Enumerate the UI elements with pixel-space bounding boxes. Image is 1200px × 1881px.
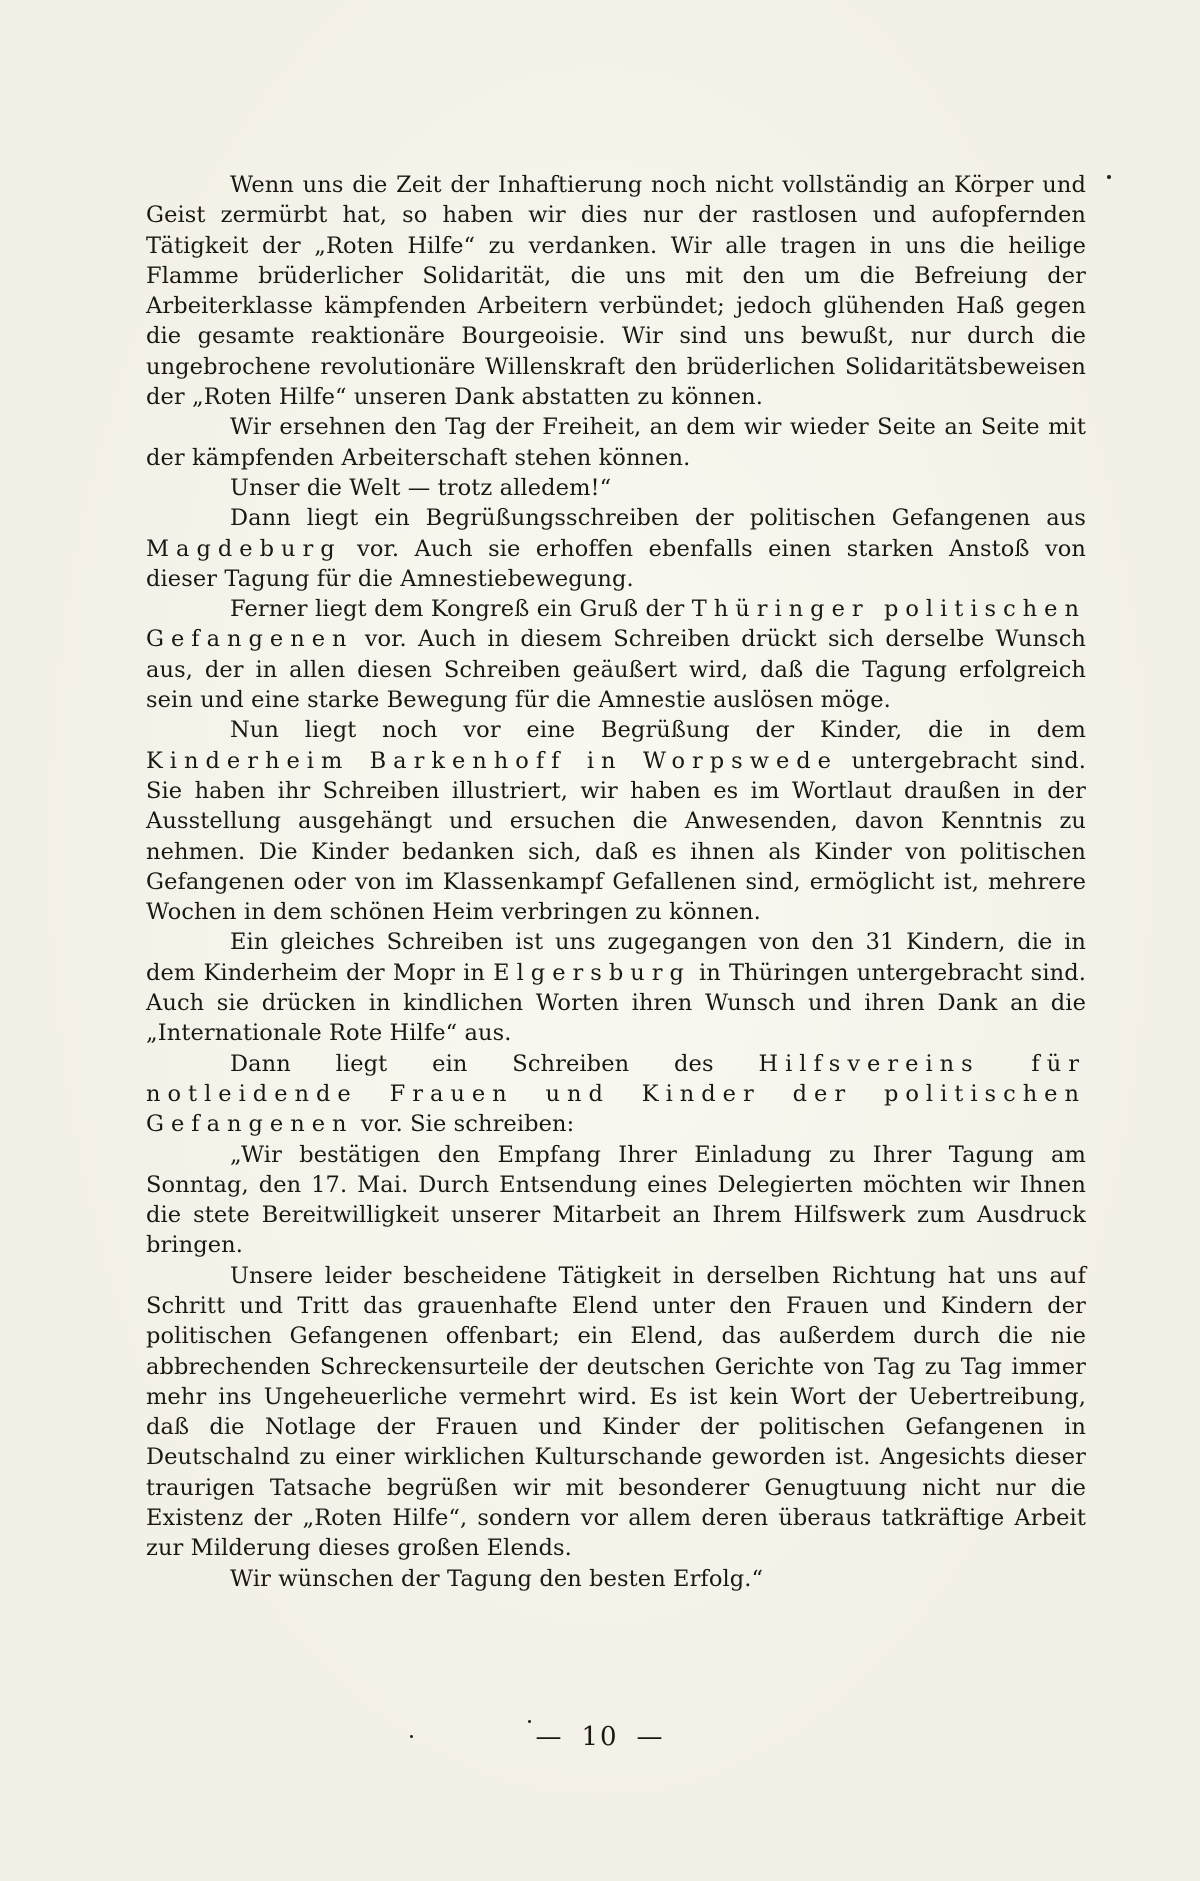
- dash-decoration: —: [535, 1722, 564, 1752]
- text-run: vor. Auch sie erhoffen ebenfalls einen starken Anstoß von dieser Tagung für die Amnestiebewegung.: [146, 535, 1086, 592]
- body-text: [146, 170, 1086, 1594]
- dash-decoration: —: [636, 1722, 665, 1752]
- spaced-emphasis: Magdeburg: [146, 535, 342, 562]
- text-run: Ein gleiches Schreiben ist uns zugegangen von den 31 Kindern, die in dem Kinderheim der Mopr in: [146, 929, 1086, 986]
- print-speck: [1107, 175, 1111, 179]
- spaced-emphasis: Hilfsvereins für notleidende Frauen und Kinder der politischen Gefangenen: [146, 1050, 1086, 1138]
- paragraph-thueringen: [146, 594, 1086, 715]
- letter-paragraph: Unsere leider bescheidene Tätigkeit in derselben Richtung hat uns auf Schritt und Tritt das grauenhafte Elend unter den Frauen und Kindern der politischen Gefangenen offenbart; ein Elend, das außerdem durch die nie abbrechenden Schreckensurteile der deutschen Gerichte von Tag zu Tag immer mehr ins Ungeheuerliche vermehrt wird. Es ist kein Wort der Uebertreibung, daß die Notlage der Frauen und Kinder der politischen Gefangenen in Deutschalnd zu einer wirklichen Kulturschande geworden ist. Angesichts dieser traurigen Tatsache begrüßen wir mit besonderer Genugtuung nicht nur die Existenz der „Roten Hilfe“, sondern vor allem deren überaus tatkräftige Arbeit zur Milderung dieses großen Elends.: [146, 1262, 1086, 1562]
- text-run: Ferner liegt dem Kongreß ein Gruß der: [230, 596, 685, 623]
- spaced-emphasis: Elgersburg: [493, 959, 691, 986]
- paragraph: Wir ersehnen den Tag der Freiheit, an dem wir wieder Seite an Seite mit der kämpfenden Arbeiterschaft stehen können.: [146, 414, 1086, 471]
- paragraph: Wenn uns die Zeit der Inhaftierung noch nicht vollständig an Körper und Geist zermürbt hat, so haben wir dies nur der rastlosen und aufopfernden Tätigkeit der „Roten Hilfe“ zu verdanken. Wir alle tragen in uns die heilige Flamme brüderlicher Solidarität, die uns mit den um die Befreiung der Arbeiterklasse kämpfenden Arbeitern verbündet; jedoch glühenden Haß gegen die gesamte reaktionäre Bourgeoisie. Wir sind uns bewußt, nur durch die ungebrochene revolutionäre Willenskraft den brüderlichen Solidaritätsbeweisen der „Roten Hilfe“ unseren Dank abstatten zu können.: [146, 172, 1086, 411]
- text-run: vor. Auch in diesem Schreiben drückt sich derselbe Wunsch aus, der in allen diesen Schreiben geäußert wird, daß die Tagung erfolgreich sein und eine starke Bewegung für die Amnestie auslösen möge.: [146, 626, 1086, 714]
- text-run: vor. Sie schreiben:: [360, 1111, 575, 1138]
- paragraph-kinderheim: [146, 715, 1086, 927]
- paragraph-elgersburg: [146, 927, 1086, 1048]
- letter-paragraph: Wir wünschen der Tagung den besten Erfolg.“: [230, 1565, 764, 1592]
- text-run: untergebracht sind. Sie haben ihr Schreiben illustriert, wir haben es im Wortlaut draußen in der Ausstellung ausgehängt und ersuchen die Anwesenden, davon Kenntnis zu nehmen. Die Kinder bedanken sich, daß es ihnen als Kinder von politischen Gefangenen oder von im Klassenkampf Gefallenen sind, ermöglicht ist, mehrere Wochen in dem schönen Heim verbringen zu können.: [146, 747, 1086, 926]
- text-run: Dann liegt ein Schreiben des: [230, 1050, 714, 1077]
- spaced-emphasis: Thüringer politischen Gefangenen: [146, 596, 1086, 653]
- page-number: [0, 1722, 1200, 1752]
- text-run: Nun liegt noch vor eine Begrüßung der Kinder, die in dem: [230, 717, 1086, 744]
- paragraph-magdeburg: [146, 503, 1086, 594]
- paragraph: Unser die Welt — trotz alledem!“: [230, 474, 612, 501]
- page-number-value: 10: [581, 1722, 619, 1752]
- text-run: in Thüringen untergebracht sind. Auch sie drücken in kindlichen Worten ihren Wunsch und ihren Dank an die „Internationale Rote Hilfe“ aus.: [146, 959, 1086, 1047]
- letter-paragraph: „Wir bestätigen den Empfang Ihrer Einladung zu Ihrer Tagung am Sonntag, den 17. Mai. Durch Entsendung eines Delegierten möchten wir Ihnen die stete Bereitwilligkeit unserer Mitarbeit an Ihrem Hilfswerk zum Ausdruck bringen.: [146, 1141, 1086, 1259]
- text-run: Dann liegt ein Begrüßungsschreiben der politischen Gefangenen aus: [230, 505, 1086, 532]
- spaced-emphasis: Kinderheim Barkenhoff in Worpswede: [146, 747, 838, 774]
- paragraph-hilfsverein: [146, 1049, 1086, 1140]
